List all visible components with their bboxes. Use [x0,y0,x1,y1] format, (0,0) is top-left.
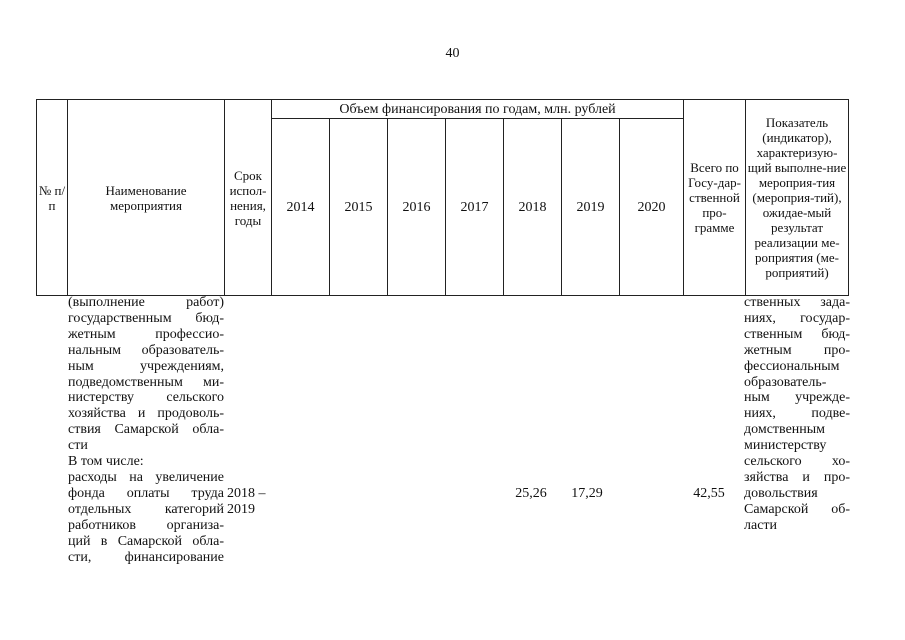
measure-name-text [68,295,224,565]
name-line: В том числе: [68,454,144,470]
name-line: нистерству сельского [68,390,224,406]
header-financing: Объем финансирования по годам, млн. рублей [272,100,684,119]
indicator-line: ниях, подве- [744,406,850,422]
name-line: расходы на увеличение [68,469,224,485]
header-total: Всего по Госу-дар-ственной про-грамме [684,100,746,296]
name-line: нальным образователь- [68,342,224,358]
indicator-line: зяйства и про- [744,469,850,485]
header-year: 2019 [562,119,620,296]
period-line: 2019 [227,501,255,517]
header-period: Срок испол-нения, годы [225,100,272,296]
header-year: 2014 [272,119,330,296]
indicator-line: ниях, государ- [744,310,850,326]
indicator-line: министерству [744,438,827,454]
name-line: (выполнение работ) [68,295,224,310]
name-line: подведомственным ми- [68,374,224,390]
indicator-line: образователь- [744,374,827,390]
table-header [36,99,849,296]
header-year: 2020 [620,119,684,296]
name-line: отдельных категорий [68,501,224,517]
name-line: ций в Самарской обла- [68,533,224,549]
period-text [227,486,271,518]
page-number: 40 [445,46,460,61]
indicator-line: ласти [744,517,778,533]
header-name: Наименование мероприятия [68,100,225,296]
indicator-text [744,295,850,534]
indicator-line: фессиональным [744,358,840,374]
name-line: жетным профессио- [68,326,224,342]
name-line: ным учреждениям, [68,358,224,374]
header-indicator: Показатель (индикатор), характеризую-щий выполне-ние мероприя-тия (мероприя-тий), ожидае-мый результат реализации ме-роприятия (ме-роприятий) [746,100,849,296]
header-year: 2016 [388,119,446,296]
indicator-line: жетным про- [744,342,850,358]
name-line: ствия Самарской обла- [68,422,224,438]
indicator-line: домственным [744,422,826,438]
value-2019: 17,29 [571,486,603,501]
name-line: сти [68,438,88,454]
name-line: государственным бюд- [68,310,224,326]
indicator-line: ным учрежде- [744,390,850,406]
header-year: 2015 [330,119,388,296]
indicator-line: сельского хо- [744,454,850,470]
period-line: 2018 – [227,486,266,501]
value-total: 42,55 [693,486,725,501]
name-line: работников организа- [68,517,224,533]
value-2018: 25,26 [515,486,547,501]
name-line: сти, финансирование [68,549,224,565]
header-year: 2018 [504,119,562,296]
indicator-line: Самарской об- [744,501,850,517]
header-num: № п/п [37,100,68,296]
name-line: фонда оплаты труда [68,485,224,501]
header-year: 2017 [446,119,504,296]
indicator-line: ственным бюд- [744,326,850,342]
indicator-line: ственных зада- [744,295,850,310]
name-line: хозяйства и продоволь- [68,406,224,422]
indicator-line: довольствия [744,485,818,501]
